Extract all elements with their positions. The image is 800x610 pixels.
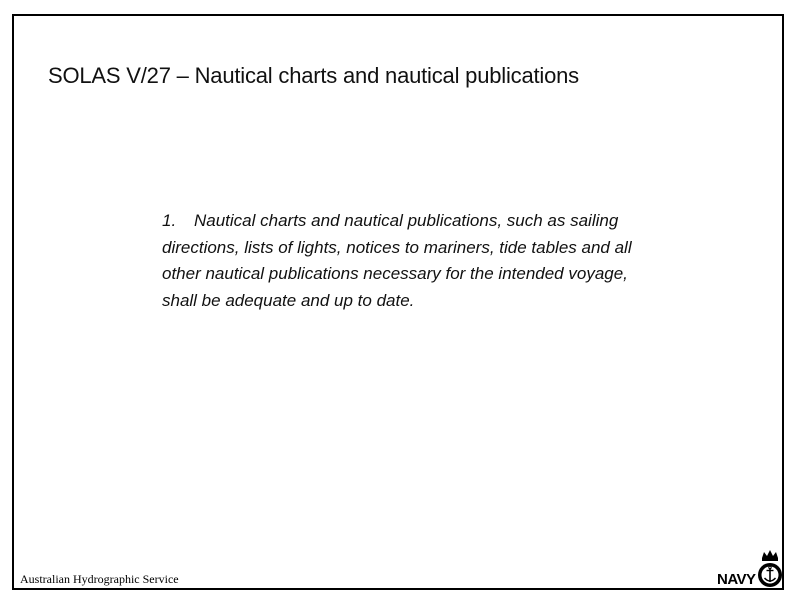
- paragraph-text: Nautical charts and nautical publications, such as sailing directions, lists of lights, notices to mariners, tide tables and all other nautical publications necessary for the intended voyage, shall be adequate and up to date.: [162, 211, 632, 310]
- slide: [12, 14, 784, 590]
- navy-logo: [716, 544, 782, 590]
- navy-logo-text: NAVY: [717, 571, 756, 588]
- footer-organization: Australian Hydrographic Service: [20, 572, 179, 586]
- body-paragraph: [162, 208, 662, 314]
- slide-title: SOLAS V/27 – Nautical charts and nautical publications: [48, 63, 579, 88]
- paragraph-number: 1.: [162, 211, 177, 230]
- navy-crest-icon: [758, 550, 782, 587]
